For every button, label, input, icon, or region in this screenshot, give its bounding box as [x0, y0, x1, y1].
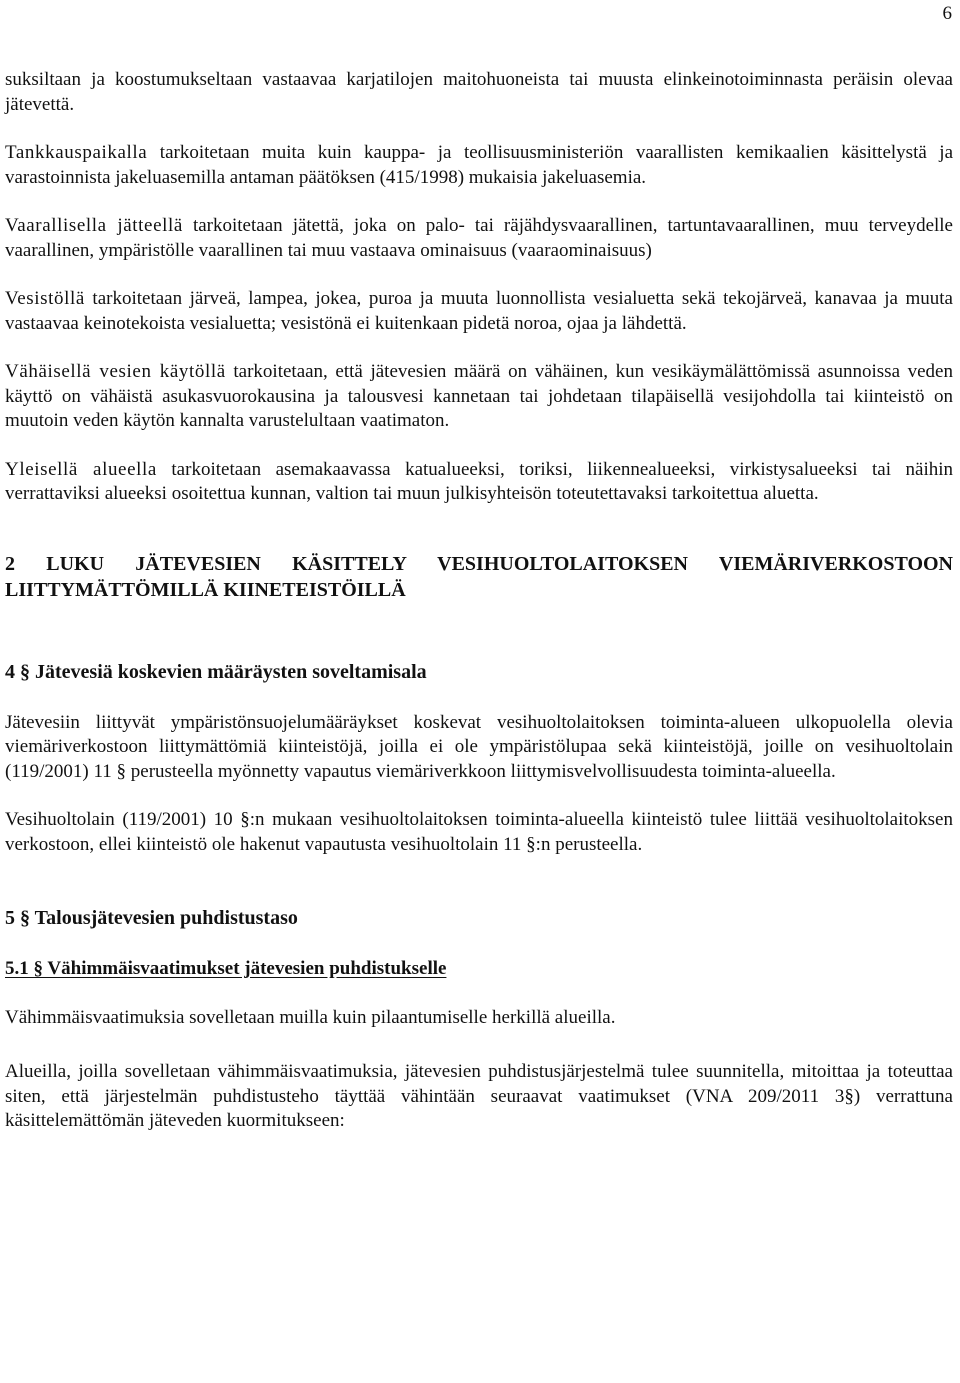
definition-vesisto: [5, 287, 953, 336]
section-5-1-paragraph-1: Vähimmäisvaatimuksia sovelletaan muilla kuin pilaantumiselle herkillä alueilla.: [5, 1006, 616, 1028]
defined-term: Vesistöllä: [5, 288, 85, 309]
subsection-5-1-heading: 5.1 § Vähimmäisvaatimukset jätevesien puhdistukselle: [5, 958, 447, 979]
definition-text: tarkoitetaan, että jätevesien määrä on vähäinen, kun vesikäymälättömissä asunnoissa veden käyttö on vähäistä asukasvuorokausina ja talousvesi kannetaan tai johdetaan tilapäisellä vesijohdolla tai kiinteistö on muutoin veden käytön kannalta varustelultaan vaatimaton.: [5, 361, 953, 431]
chapter-heading: 2 LUKU JÄTEVESIEN KÄSITTELY VESIHUOLTOLAITOKSEN VIEMÄRIVERKOSTOON LIITTYMÄTTÖMILLÄ KIINETEISTÖILLÄ: [5, 552, 953, 601]
section-5-heading: 5 § Talousjätevesien puhdistustaso: [5, 907, 298, 929]
definition-text: tarkoitetaan asemakaavassa katualueeksi, toriksi, liikennealueeksi, virkistysalueeksi tai näihin verrattaviksi alueeksi osoitettua kunnan, valtion tai muun julkisyhteisön toteutettavaksi tarkoitettua aluetta.: [5, 458, 953, 504]
definition-text: tarkoitetaan muita kuin kauppa- ja teollisuusministeriön vaarallisten kemikaalien käsittelystä ja varastoinnista jakeluasemilla antaman päätöksen (415/1998) mukaisia jakeluasemia.: [5, 142, 953, 188]
definition-vahainen-vesien-kaytto: [5, 360, 953, 434]
definition-vaarallinen-jate: [5, 214, 953, 263]
defined-term: Yleisellä alueella: [5, 458, 157, 480]
section-5-1-paragraph-2: Alueilla, joilla sovelletaan vähimmäisvaatimuksia, jätevesien puhdistusjärjestelmä tulee suunnitella, mitoittaa ja toteuttaa siten, että järjestelmän puhdistusteho täyttää vähintään seuraavat vaatimukset (VNA 209/2011 3§) verrattuna käsittelemättömän jäteveden kuormitukseen:: [5, 1061, 953, 1131]
section-4-paragraph-2: Vesihuoltolain (119/2001) 10 §:n mukaan vesihuoltolaitoksen toiminta-alueella kiinteistö tulee liittää vesihuoltolaitoksen verkostoon, ellei kiinteistö ole hakenut vapautusta vesihuoltolain 11 §:n perusteella.: [5, 809, 953, 855]
definition-text: tarkoitetaan järveä, lampea, jokea, puroa ja muuta luonnollista vesialuetta sekä tekojärveä, kanavaa ja muuta vastaavaa keinotekoista vesialuetta; vesistönä ei kuitenkaan pidetä noroa, ojaa ja lähdettä.: [5, 288, 953, 334]
section-4-paragraph-1: Jätevesiin liittyvät ympäristönsuojelumääräykset koskevat vesihuoltolaitoksen toiminta-alueen ulkopuolella olevia viemäriverkostoon liittymättömiä kiinteistöjä, joilla ei ole ympäristölupaa sekä kiinteistöjä, joille on vesihuoltolain (119/2001) 11 § perusteella myönnetty vapautus viemäriverkkoon liittymisvelvollisuudesta toiminta-alueella.: [5, 711, 953, 782]
definition-text: tarkoitetaan jätettä, joka on palo- tai räjähdysvaarallinen, tartuntavaarallinen, muu terveydelle vaarallinen, ympäristölle vaarallinen tai muu vastaava ominaisuus (vaaraominaisuus): [5, 215, 953, 261]
definition-yleinen-alue: [5, 458, 953, 507]
defined-term: Tankkauspaikalla: [5, 142, 148, 163]
definition-tankkauspaikka: [5, 141, 953, 190]
defined-term: Vähäisellä vesien käytöllä: [5, 361, 226, 382]
defined-term: Vaarallisella jätteellä: [5, 215, 183, 236]
paragraph-continuation: suksiltaan ja koostumukseltaan vastaavaa karjatilojen maitohuoneista tai muusta elinkeinotoiminnasta peräisin olevaa jätevettä.: [5, 69, 953, 115]
document-body: [5, 68, 953, 1134]
section-4-heading: 4 § Jätevesiä koskevien määräysten soveltamisala: [5, 660, 427, 683]
page-number: 6: [942, 3, 952, 24]
